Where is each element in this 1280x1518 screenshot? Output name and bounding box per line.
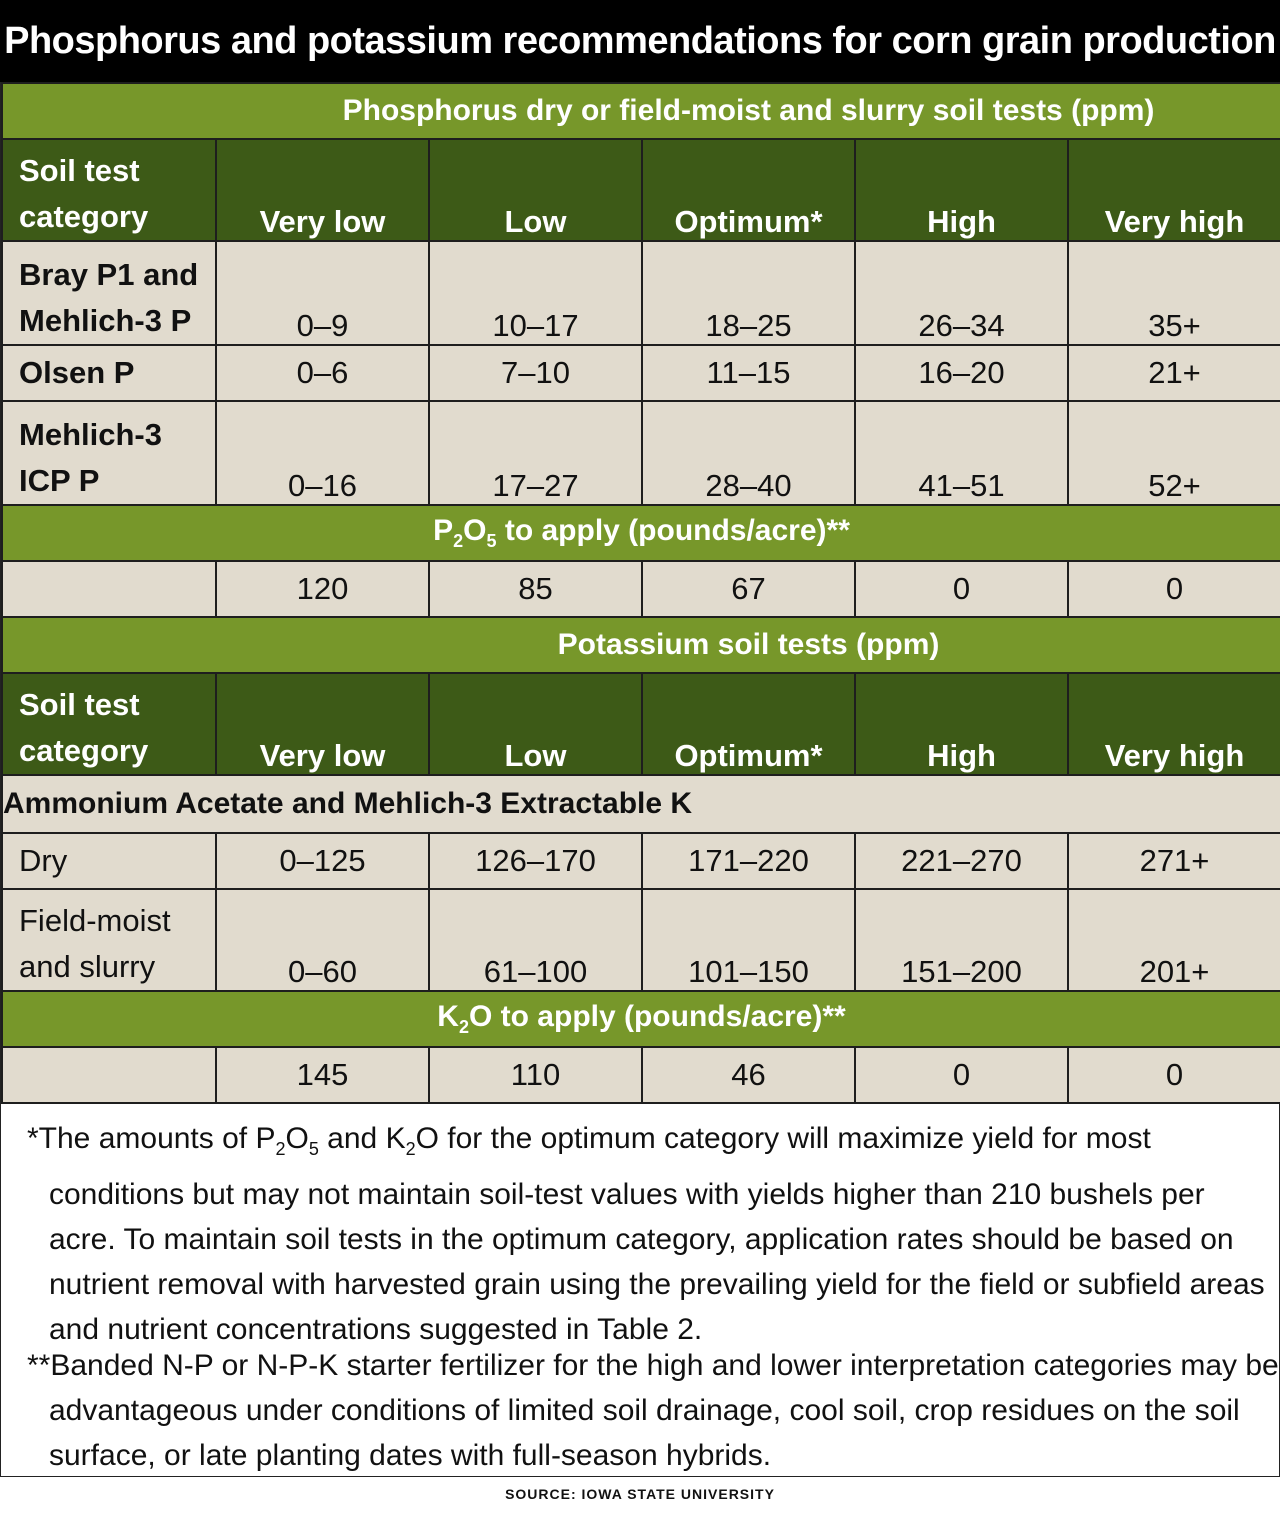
apply-value: 0	[855, 1047, 1068, 1103]
header-low: Low	[429, 673, 642, 775]
header-label: Soil test category	[2, 673, 216, 775]
header-very-low: Very low	[216, 673, 429, 775]
phosphorus-section-title: Phosphorus dry or field-moist and slurry soil tests (ppm)	[2, 83, 1280, 139]
table-cell: 26–34	[855, 241, 1068, 345]
footnote-starter-fertilizer: **Banded N-P or N-P-K starter fertilizer for the high and lower interpretation categories may be advantageous under conditions of limited soil drainage, cool soil, crop residues on the soil surface, or late planting dates with full-season hybrids.	[27, 1349, 1279, 1472]
table-cell: 17–27	[429, 401, 642, 505]
phosphorus-section-row	[2, 83, 1280, 139]
p2o5-apply-title: $P_2O_5$ to apply (pounds/acre)**	[2, 505, 1280, 561]
header-low: Low	[429, 139, 642, 241]
table-cell: 0–16	[216, 401, 429, 505]
table-row	[2, 345, 1280, 401]
k2o-apply-title-row	[2, 991, 1280, 1047]
potassium-subheading-row	[2, 775, 1280, 833]
apply-value: 0	[1068, 561, 1280, 617]
row-label: Bray P1 and Mehlich-3 P	[2, 241, 216, 345]
header-high: High	[855, 139, 1068, 241]
table-cell: 0–9	[216, 241, 429, 345]
table-cell: 101–150	[642, 889, 855, 991]
p2o5-apply-title-row	[2, 505, 1280, 561]
potassium-section-title: Potassium soil tests (ppm)	[2, 617, 1280, 673]
header-very-high: Very high	[1068, 139, 1280, 241]
potassium-subheading: Ammonium Acetate and Mehlich-3 Extractable K	[2, 775, 1280, 833]
table-cell: 0–60	[216, 889, 429, 991]
table-cell: 126–170	[429, 833, 642, 889]
header-very-high: Very high	[1068, 673, 1280, 775]
phosphorus-header-row	[2, 139, 1280, 241]
table-cell: 7–10	[429, 345, 642, 401]
header-very-low: Very low	[216, 139, 429, 241]
table-cell: 35+	[1068, 241, 1280, 345]
potassium-section-row	[2, 617, 1280, 673]
table-cell: 52+	[1068, 401, 1280, 505]
table-cell: 171–220	[642, 833, 855, 889]
row-label: Mehlich-3 ICP P	[2, 401, 216, 505]
table-cell: 61–100	[429, 889, 642, 991]
footnote-optimum: *The amounts of $P_2O_5$ and $K_2O$ for the optimum category will maximize yield for most conditions but may not maintain soil-test values with yields higher than 210 bushels per acre. To maintain soil tests in the optimum category, application rates should be based on nutrient removal with harvested grain using the prevailing yield for the field or subfield areas and nutrient concentrations suggested in Table 2.	[27, 1122, 1265, 1346]
apply-value: 85	[429, 561, 642, 617]
row-label: Dry	[2, 833, 216, 889]
empty-cell	[2, 1047, 216, 1103]
header-label: Soil test category	[2, 139, 216, 241]
apply-value: 67	[642, 561, 855, 617]
table-row	[2, 889, 1280, 991]
apply-value: 46	[642, 1047, 855, 1103]
table-cell: 11–15	[642, 345, 855, 401]
table-cell: 18–25	[642, 241, 855, 345]
table-row	[2, 401, 1280, 505]
apply-value: 0	[1068, 1047, 1280, 1103]
header-optimum: Optimum*	[642, 673, 855, 775]
empty-cell	[2, 561, 216, 617]
table-cell: 271+	[1068, 833, 1280, 889]
apply-value: 0	[855, 561, 1068, 617]
footnotes	[0, 1108, 1280, 1477]
table-cell: 221–270	[855, 833, 1068, 889]
table-row	[2, 241, 1280, 345]
table-cell: 201+	[1068, 889, 1280, 991]
source-credit: SOURCE: IOWA STATE UNIVERSITY	[505, 1486, 775, 1502]
table-row	[2, 833, 1280, 889]
table-cell: 151–200	[855, 889, 1068, 991]
header-optimum: Optimum*	[642, 139, 855, 241]
phosphorus-potassium-table	[1, 82, 1280, 1104]
potassium-header-row	[2, 673, 1280, 775]
table-cell: 41–51	[855, 401, 1068, 505]
apply-value: 120	[216, 561, 429, 617]
table-cell: 0–6	[216, 345, 429, 401]
row-label: Olsen P	[2, 345, 216, 401]
table-cell: 0–125	[216, 833, 429, 889]
page-title: Phosphorus and potassium recommendations for corn grain production	[0, 0, 1280, 82]
table-cell: 28–40	[642, 401, 855, 505]
apply-value: 145	[216, 1047, 429, 1103]
k2o-apply-title: $K_2O$ to apply (pounds/acre)**	[2, 991, 1280, 1047]
recommendation-table	[0, 82, 1280, 1109]
table-cell: 21+	[1068, 345, 1280, 401]
k2o-apply-row	[2, 1047, 1280, 1103]
table-cell: 10–17	[429, 241, 642, 345]
header-high: High	[855, 673, 1068, 775]
apply-value: 110	[429, 1047, 642, 1103]
row-label: Field-moist and slurry	[2, 889, 216, 991]
table-cell: 16–20	[855, 345, 1068, 401]
p2o5-apply-row	[2, 561, 1280, 617]
